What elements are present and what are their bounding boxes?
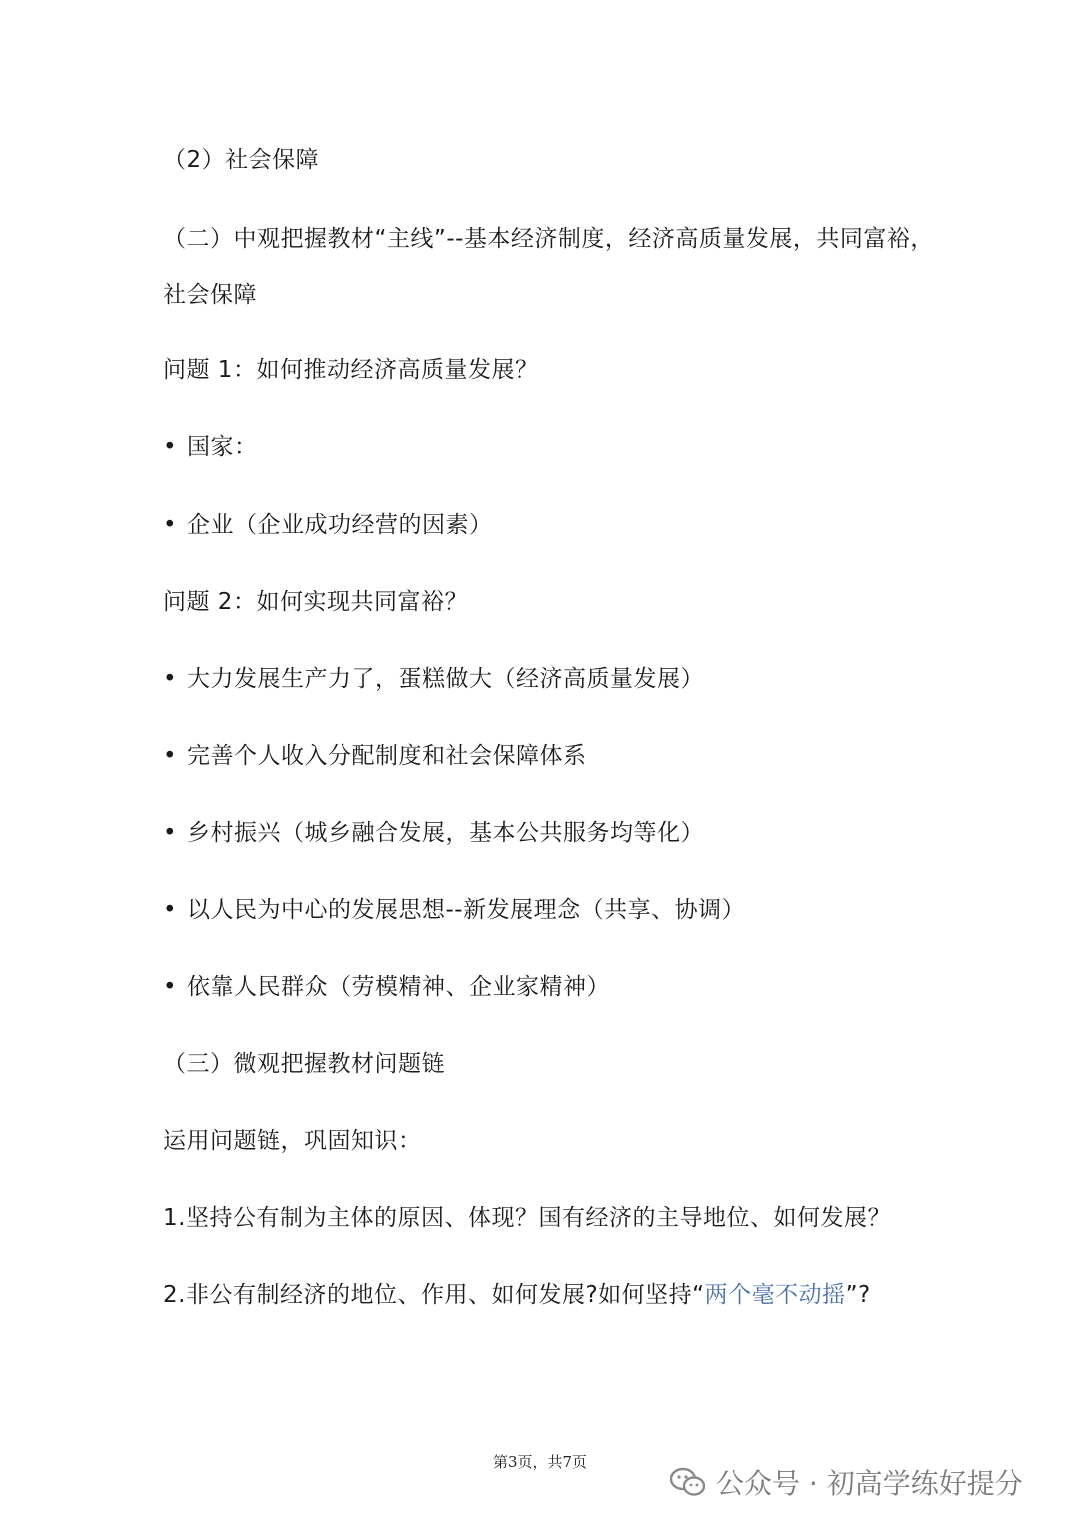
bullet-icon: • — [163, 820, 178, 846]
list-item — [163, 510, 493, 540]
bullet-icon: • — [163, 512, 178, 538]
list-item-text: 大力发展生产力了，蛋糕做大（经济高质量发展） — [187, 666, 704, 692]
question-2: 问题 2：如何实现共同富裕？ — [163, 589, 468, 615]
page-number-footer: 第3页，共7页 — [492, 1453, 588, 1471]
intro-text: 运用问题链，巩固知识： — [163, 1128, 422, 1154]
wechat-watermark — [670, 1462, 1023, 1502]
list-item-text: 企业（企业成功经营的因素） — [187, 512, 493, 538]
list-item-text: 以人民为中心的发展思想--新发展理念（共享、协调） — [187, 897, 746, 923]
question-1: 问题 1：如何推动经济高质量发展？ — [163, 357, 539, 383]
section-heading-micro: （三）微观把握教材问题链 — [163, 1051, 445, 1077]
list-item-text: 依靠人民群众（劳模精神、企业家精神） — [187, 974, 610, 1000]
list-item — [163, 895, 745, 925]
bullet-icon: • — [163, 666, 178, 692]
list-item — [163, 664, 704, 694]
question-chain-item-2-text: 2.非公有制经济的地位、作用、如何发展?如何坚持“ — [163, 1282, 705, 1308]
question-chain-item-1: 1.坚持公有制为主体的原因、体现？国有经济的主导地位、如何发展？ — [163, 1205, 891, 1231]
list-item — [163, 432, 258, 462]
list-item-text: 完善个人收入分配制度和社会保障体系 — [187, 743, 587, 769]
question-chain-item-2-end: ”? — [845, 1282, 871, 1308]
list-item-text: 国家： — [187, 434, 258, 460]
section-heading-meso-cont: 社会保障 — [163, 282, 257, 308]
list-item — [163, 818, 704, 848]
watermark-text: 公众号 · 初高学练好提分 — [716, 1467, 1023, 1500]
list-item — [163, 741, 587, 771]
bullet-icon: • — [163, 974, 178, 1000]
two-unwavering-link[interactable]: 两个毫不动摇 — [704, 1282, 846, 1308]
question-chain-item-2 — [163, 1280, 871, 1310]
subheading-social-security: （2）社会保障 — [163, 147, 320, 173]
bullet-icon: • — [163, 897, 178, 923]
wechat-icon — [670, 1467, 706, 1497]
list-item-text: 乡村振兴（城乡融合发展，基本公共服务均等化） — [187, 820, 704, 846]
list-item — [163, 972, 610, 1002]
bullet-icon: • — [163, 434, 178, 460]
bullet-icon: • — [163, 743, 178, 769]
section-heading-meso: （二）中观把握教材“主线”--基本经济制度，经济高质量发展，共同富裕， — [163, 226, 934, 252]
